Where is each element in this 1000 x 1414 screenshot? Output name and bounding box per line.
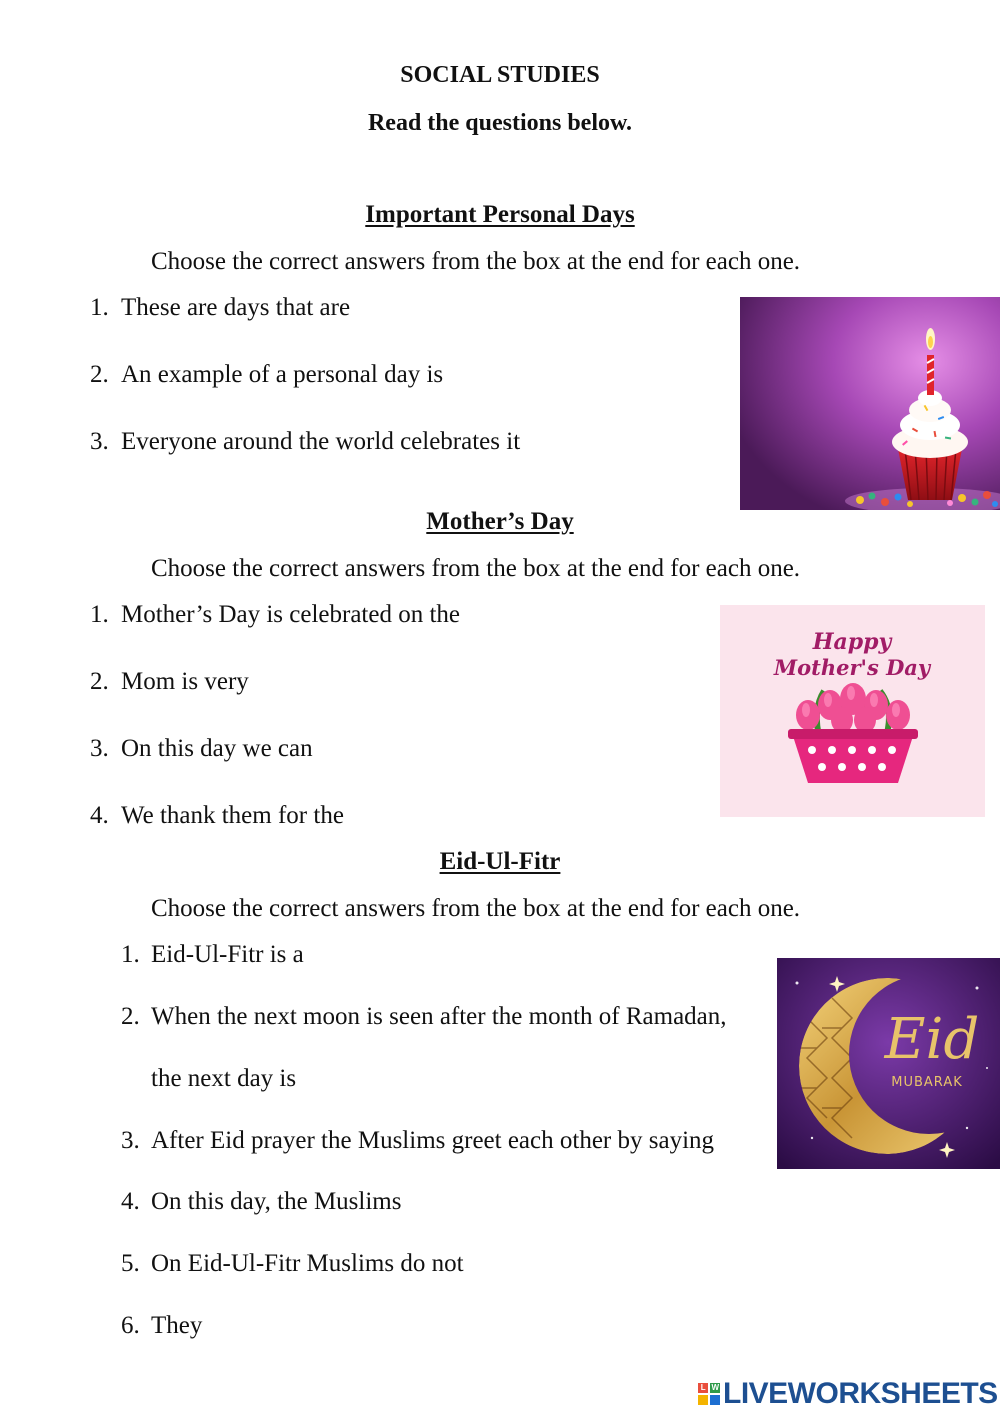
liveworksheets-brand-text: LIVEWORKSHEETS xyxy=(723,1377,998,1410)
mothers-day-happy-text: Happy xyxy=(812,629,892,655)
question-item xyxy=(90,601,460,629)
logo-grid-cell: W xyxy=(711,1383,719,1392)
question-number: 1. xyxy=(90,601,109,628)
logo-grid-cell xyxy=(710,1395,720,1405)
logo-grid-cell: L xyxy=(698,1383,708,1393)
question-number: 1. xyxy=(90,294,109,321)
question-item xyxy=(121,1250,464,1278)
question-number: 3. xyxy=(90,428,109,455)
liveworksheets-logo xyxy=(698,1374,998,1414)
question-text: On Eid-Ul-Fitr Muslims do not xyxy=(151,1250,464,1277)
logo-grid-cell xyxy=(698,1395,708,1405)
question-item xyxy=(90,802,344,830)
question-number: 1. xyxy=(121,941,140,968)
section-heading-eid-ul-fitr: Eid-Ul-Fitr xyxy=(439,848,561,875)
mothers-day-illustration xyxy=(720,605,985,817)
question-text: An example of a personal day is xyxy=(121,361,444,388)
question-item xyxy=(121,1188,401,1216)
birthday-cupcake-image xyxy=(740,297,1000,510)
question-text: On this day we can xyxy=(121,735,313,762)
section-instruction: Choose the correct answers from the box at the end for each one. xyxy=(151,248,801,275)
question-number: 2. xyxy=(90,361,109,388)
section-instruction: Choose the correct answers from the box at the end for each one. xyxy=(151,895,801,922)
question-text: After Eid prayer the Muslims greet each other by saying xyxy=(151,1127,715,1154)
question-text: Mom is very xyxy=(121,668,249,695)
eid-moon-illustration xyxy=(777,958,1000,1169)
question-item xyxy=(121,1127,714,1155)
question-item xyxy=(90,294,350,322)
question-item xyxy=(121,941,304,969)
question-item xyxy=(90,735,313,763)
cupcake-illustration xyxy=(740,297,1000,510)
question-text: Mother’s Day is celebrated on the xyxy=(121,601,461,628)
question-text: the next day is xyxy=(151,1065,297,1092)
section-heading-mothers-day: Mother’s Day xyxy=(426,508,574,535)
question-text: We thank them for the xyxy=(121,802,344,829)
section-instruction: Choose the correct answers from the box at the end for each one. xyxy=(151,555,801,582)
eid-mubarak-image xyxy=(777,958,1000,1169)
worksheet-title: SOCIAL STUDIES xyxy=(400,62,600,88)
question-number: 3. xyxy=(121,1127,140,1154)
question-number: 6. xyxy=(121,1312,140,1339)
question-text: Everyone around the world celebrates it xyxy=(121,428,521,455)
eid-word-text: Eid xyxy=(884,1007,980,1072)
question-text: Eid-Ul-Fitr is a xyxy=(151,941,304,968)
question-number: 2. xyxy=(90,668,109,695)
eid-mubarak-text: MUBARAK xyxy=(891,1075,963,1090)
question-number: 2. xyxy=(121,1003,140,1030)
mothers-day-image xyxy=(720,605,985,817)
worksheet-subtitle: Read the questions below. xyxy=(367,110,633,136)
question-text: When the next moon is seen after the month of Ramadan, xyxy=(151,1003,727,1030)
question-number: 5. xyxy=(121,1250,140,1277)
question-text: These are days that are xyxy=(121,294,351,321)
question-number: 4. xyxy=(121,1188,140,1215)
question-item xyxy=(90,361,443,389)
question-number: 4. xyxy=(90,802,109,829)
question-item xyxy=(90,668,249,696)
section-heading-personal-days: Important Personal Days xyxy=(365,201,635,228)
question-item xyxy=(121,1003,727,1031)
logo-grid-icon xyxy=(698,1383,720,1405)
question-item-continuation xyxy=(121,1065,296,1093)
question-text: They xyxy=(151,1312,203,1339)
question-item xyxy=(121,1312,202,1340)
question-number: 3. xyxy=(90,735,109,762)
mothers-day-title-text: Mother's Day xyxy=(773,655,931,680)
question-item xyxy=(90,428,520,456)
question-text: On this day, the Muslims xyxy=(151,1188,402,1215)
